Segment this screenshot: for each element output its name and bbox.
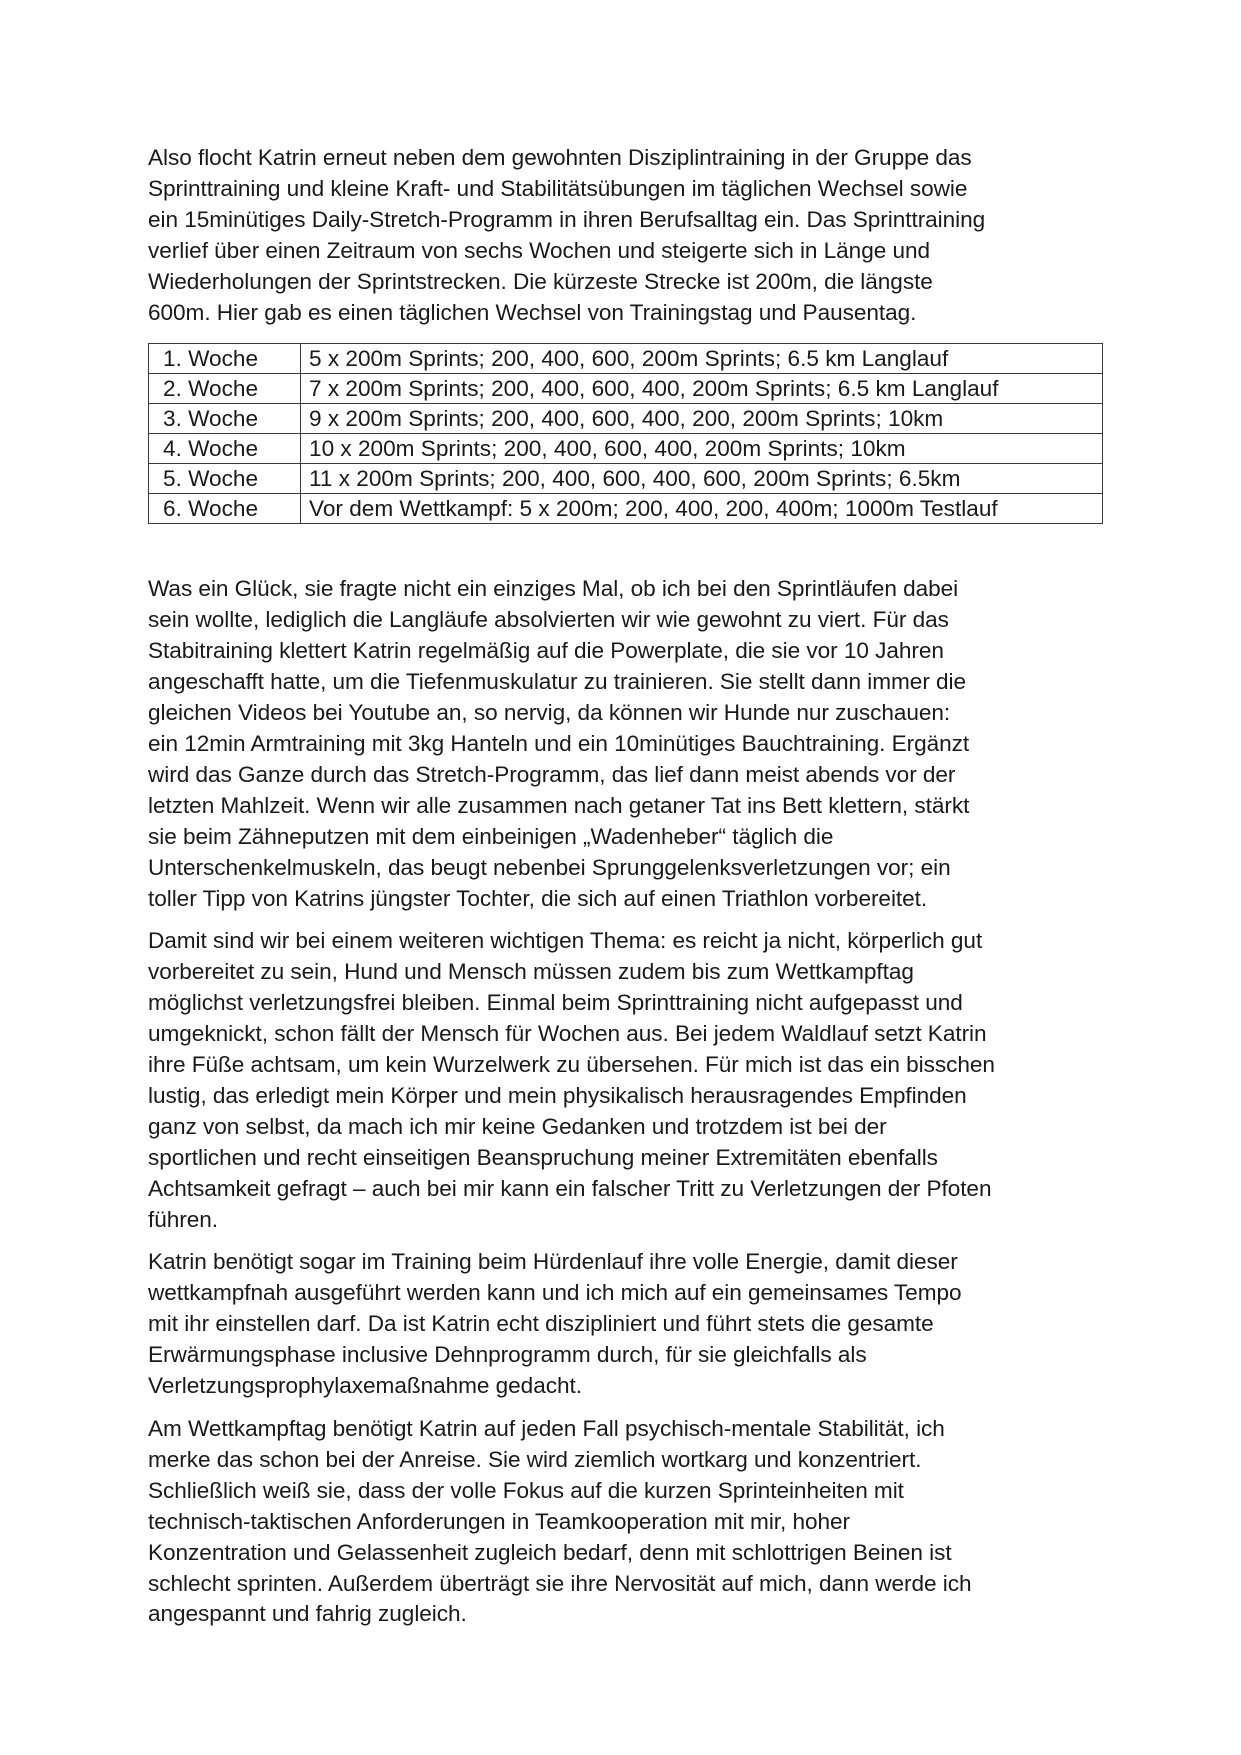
paragraph-intro: Also flocht Katrin erneut neben dem gewohnten Disziplintraining in der Gruppe das Sprinttraining und kleine Kraft- und Stabilitätsübungen im täglichen Wechsel sowie ein 15minütiges Daily-Stretch-Programm in ihren Berufsalltag ein. Das Sprinttraining verlief über einen Zeitraum von sechs Wochen und steigerte sich in Länge und Wiederholungen der Sprintstrecken. Die kürzeste Strecke ist 200m, die längste 600m. Hier gab es einen täglichen Wechsel von Trainingstag und Pausentag. bbox=[148, 145, 986, 325]
table-row bbox=[149, 404, 1103, 434]
plan-cell: 10 x 200m Sprints; 200, 400, 600, 400, 200m Sprints; 10km bbox=[301, 434, 1103, 464]
document-page bbox=[148, 143, 1103, 1630]
week-cell: 3. Woche bbox=[149, 404, 301, 434]
paragraph-verletzungsfrei: Damit sind wir bei einem weiteren wichtigen Thema: es reicht ja nicht, körperlich gut vorbereitet zu sein, Hund und Mensch müssen zudem bis zum Wettkampftag möglichst verletzungsfrei bleiben. Einmal beim Sprinttraining nicht aufgepasst und umgeknickt, schon fällt der Mensch für Wochen aus. Bei jedem Waldlauf setzt Katrin ihre Füße achtsam, um kein Wurzelwerk zu übersehen. Für mich ist das ein bisschen lustig, das erledigt mein Körper und mein physikalisch herausragendes Empfinden ganz von selbst, da mach ich mir keine Gedanken und trotzdem ist bei der sportlichen und recht einseitigen Beanspruchung meiner Extremitäten ebenfalls Achtsamkeit gefragt – auch bei mir kann ein falscher Tritt zu Verletzungen der Pfoten führen. bbox=[148, 928, 995, 1232]
table-row bbox=[149, 464, 1103, 494]
plan-cell: 7 x 200m Sprints; 200, 400, 600, 400, 200m Sprints; 6.5 km Langlauf bbox=[301, 374, 1103, 404]
plan-cell: Vor dem Wettkampf: 5 x 200m; 200, 400, 200, 400m; 1000m Testlauf bbox=[301, 494, 1103, 524]
plan-cell: 11 x 200m Sprints; 200, 400, 600, 400, 600, 200m Sprints; 6.5km bbox=[301, 464, 1103, 494]
week-cell: 1. Woche bbox=[149, 344, 301, 374]
training-plan-table bbox=[148, 343, 1103, 524]
plan-cell: 9 x 200m Sprints; 200, 400, 600, 400, 200, 200m Sprints; 10km bbox=[301, 404, 1103, 434]
paragraph-huerdenlauf: Katrin benötigt sogar im Training beim Hürdenlauf ihre volle Energie, damit dieser wettkampfnah ausgeführt werden kann und ich mich auf ein gemeinsames Tempo mit ihr einstellen darf. Da ist Katrin echt diszipliniert und führt stets die gesamte Erwärmungsphase inclusive Dehnprogramm durch, für sie gleichfalls als Verletzungsprophylaxemaßnahme gedacht. bbox=[148, 1249, 962, 1399]
paragraph-stabitraining: Was ein Glück, sie fragte nicht ein einziges Mal, ob ich bei den Sprintläufen dabei sein wollte, lediglich die Langläufe absolvierten wir wie gewohnt zu viert. Für das Stabitraining klettert Katrin regelmäßig auf die Powerplate, die sie vor 10 Jahren angeschafft hatte, um die Tiefenmuskulatur zu trainieren. Sie stellt dann immer die gleichen Videos bei Youtube an, so nervig, da können wir Hunde nur zuschauen: ein 12min Armtraining mit 3kg Hanteln und ein 10minütiges Bauchtraining. Ergänzt wird das Ganze durch das Stretch-Programm, das lief dann meist abends vor der letzten Mahlzeit. Wenn wir alle zusammen nach getaner Tat ins Bett klettern, stärkt sie beim Zähneputzen mit dem einbeinigen „Wadenheber“ täglich die Unterschenkelmuskeln, das beugt nebenbei Sprunggelenksverletzungen vor; ein toller Tipp von Katrins jüngster Tochter, die sich auf einen Triathlon vorbereitet. bbox=[148, 576, 970, 911]
week-cell: 4. Woche bbox=[149, 434, 301, 464]
week-cell: 2. Woche bbox=[149, 374, 301, 404]
week-cell: 5. Woche bbox=[149, 464, 301, 494]
table-row bbox=[149, 494, 1103, 524]
table-row bbox=[149, 344, 1103, 374]
plan-cell: 5 x 200m Sprints; 200, 400, 600, 200m Sprints; 6.5 km Langlauf bbox=[301, 344, 1103, 374]
week-cell: 6. Woche bbox=[149, 494, 301, 524]
table-row bbox=[149, 374, 1103, 404]
table-row bbox=[149, 434, 1103, 464]
paragraph-wettkampftag: Am Wettkampftag benötigt Katrin auf jeden Fall psychisch-mentale Stabilität, ich merke das schon bei der Anreise. Sie wird ziemlich wortkarg und konzentriert. Schließlich weiß sie, dass der volle Fokus auf die kurzen Sprinteinheiten mit technisch-taktischen Anforderungen in Teamkooperation mit mir, hoher Konzentration und Gelassenheit zugleich bedarf, denn mit schlottrigen Beinen ist schlecht sprinten. Außerdem überträgt sie ihre Nervosität auf mich, dann werde ich angespannt und fahrig zugleich. bbox=[148, 1416, 972, 1627]
